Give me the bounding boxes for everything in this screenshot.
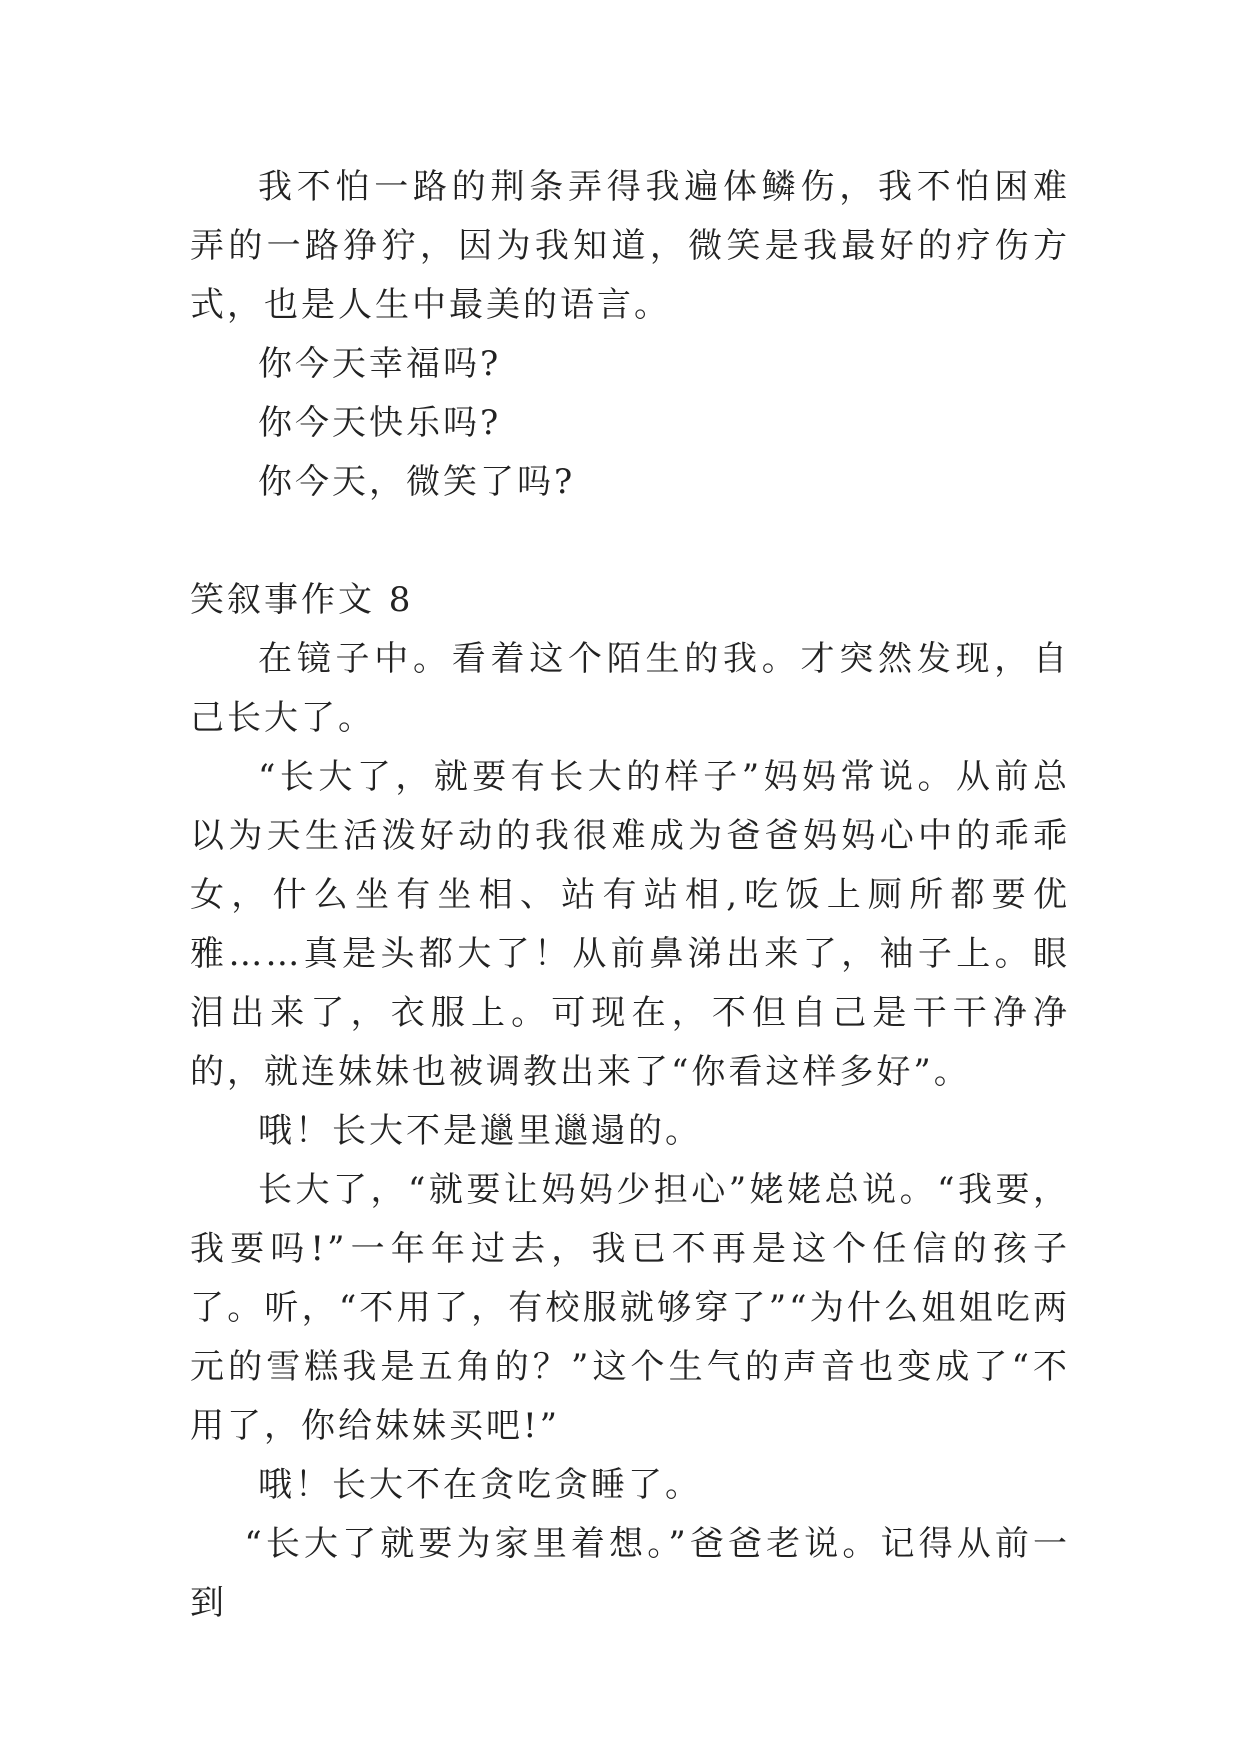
paragraph-mirror: 在镜子中。看着这个陌生的我。才突然发现，自己长大了。 xyxy=(190,639,1070,738)
paragraph-question-joyful: 你今天快乐吗? xyxy=(258,403,502,443)
paragraph-question-happy: 你今天幸福吗? xyxy=(258,344,502,384)
section-heading: 笑叙事作文 8 xyxy=(190,580,414,620)
paragraph-mother-says: “长大了，就要有长大的样子”妈妈常说。从前总以为天生活泼好动的我很难成为爸爸妈妈心中的乖乖女，什么坐有坐相、站有站相,吃饭上厕所都要优雅……真是头都大了！从前鼻涕出来了，袖子上。眼泪出来了，衣服上。可现在，不但自己是干干净净的，就连妹妹也被调教出来了“你看这样多好”。 xyxy=(190,757,1070,1092)
paragraph-question-smiled: 你今天，微笑了吗? xyxy=(258,462,576,502)
paragraph-grandmother-says: 长大了，“就要让妈妈少担心”姥姥总说。“我要，我要吗!”一年年过去，我已不再是这个任信的孩子了。听，“不用了，有校服就够穿了”“为什么姐姐吃两元的雪糕我是五角的？”这个生气的声音也变成了“不用了，你给妹妹买吧!” xyxy=(190,1170,1070,1446)
document-body xyxy=(190,158,1070,1633)
paragraph-smile-healing: 我不怕一路的荆条弄得我遍体鳞伤，我不怕困难弄的一路狰狞，因为我知道，微笑是我最好的疗伤方式，也是人生中最美的语言。 xyxy=(190,167,1070,325)
paragraph-father-says: “长大了就要为家里着想。”爸爸老说。记得从前一到 xyxy=(190,1524,1070,1623)
section-gap xyxy=(190,512,1070,571)
paragraph-not-sloppy: 哦！长大不是邋里邋遢的。 xyxy=(258,1111,702,1151)
paragraph-not-greedy: 哦！长大不在贪吃贪睡了。 xyxy=(258,1465,702,1505)
